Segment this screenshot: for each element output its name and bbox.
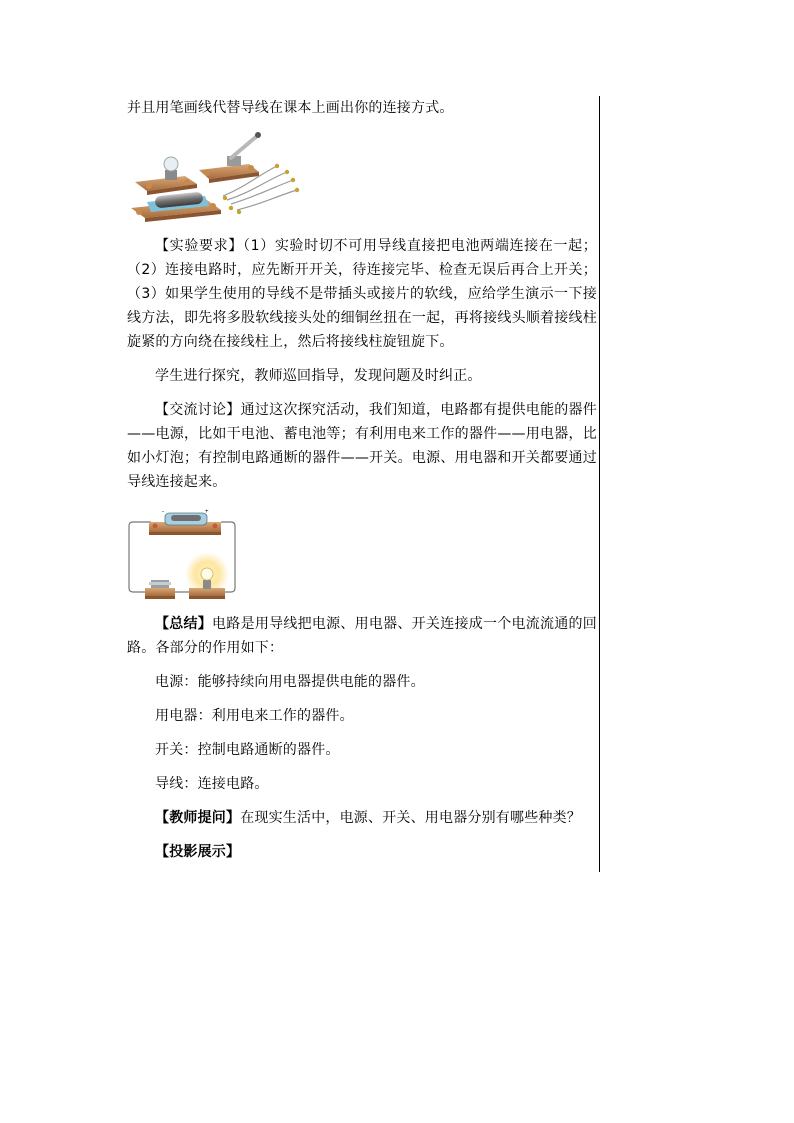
battery-component bbox=[149, 509, 221, 535]
inquiry-paragraph: 学生进行探究，教师巡回指导，发现问题及时纠正。 bbox=[155, 368, 482, 384]
circuit-figure bbox=[127, 508, 239, 600]
definition-power-source: 电源：能够持续向用电器提供电能的器件。 bbox=[155, 674, 425, 690]
page-right-border bbox=[599, 96, 600, 872]
battery-minus-sign: - bbox=[162, 509, 164, 515]
teacher-question-label: 【教师提问】 bbox=[155, 810, 241, 826]
discussion-text: 通过这次探究活动，我们知道，电路都有提供电能的器件——电源，比如干电池、蓄电池等；有利用电来工作的器件——用电器，比如小灯泡；有控制电路通断的器件——开关。电源、用电器和开关都要通过导线连接起来。 bbox=[127, 402, 597, 490]
intro-line: 并且用笔画线代替导线在课本上画出你的连接方式。 bbox=[127, 100, 454, 116]
components-figure bbox=[127, 126, 303, 222]
switch-component bbox=[145, 580, 175, 599]
requirements-label: 【实验要求】 bbox=[155, 238, 243, 254]
battery-component bbox=[131, 192, 221, 222]
battery-plus-sign: + bbox=[205, 509, 209, 515]
bulb-component bbox=[135, 157, 197, 195]
requirements-text: （1）实验时切不可用导线直接把电池两端连接在一起；（2）连接电路时，应先断开开关，待连接完毕、检查无误后再合上开关；（3）如果学生使用的导线不是带插头或接片的软线，应给学生演示一下接线方法，即先将多股软线接头处的细铜丝扭在一起，再将接线头顺着接线柱旋紧的方向绕在接线柱上，然后将接线柱旋钮旋下。 bbox=[127, 238, 598, 350]
definition-wire: 导线：连接电路。 bbox=[155, 776, 269, 792]
teacher-question-paragraph bbox=[127, 806, 597, 830]
summary-paragraph bbox=[127, 612, 597, 660]
discussion-label: 【交流讨论】 bbox=[155, 402, 241, 418]
requirements-paragraph bbox=[127, 234, 597, 354]
discussion-paragraph bbox=[127, 398, 597, 494]
teacher-question-text: 在现实生活中，电源、开关、用电器分别有哪些种类？ bbox=[240, 810, 582, 826]
definition-appliance: 用电器：利用电来工作的器件。 bbox=[155, 708, 354, 724]
summary-label: 【总结】 bbox=[155, 616, 213, 632]
definition-switch: 开关：控制电路通断的器件。 bbox=[155, 742, 340, 758]
summary-text: 电路是用导线把电源、用电器、开关连接成一个电流流通的回路。各部分的作用如下： bbox=[127, 616, 597, 656]
document-body bbox=[127, 96, 597, 864]
switch-component bbox=[199, 132, 261, 183]
projection-heading: 【投影展示】 bbox=[155, 844, 241, 860]
bulb-component bbox=[185, 552, 229, 599]
